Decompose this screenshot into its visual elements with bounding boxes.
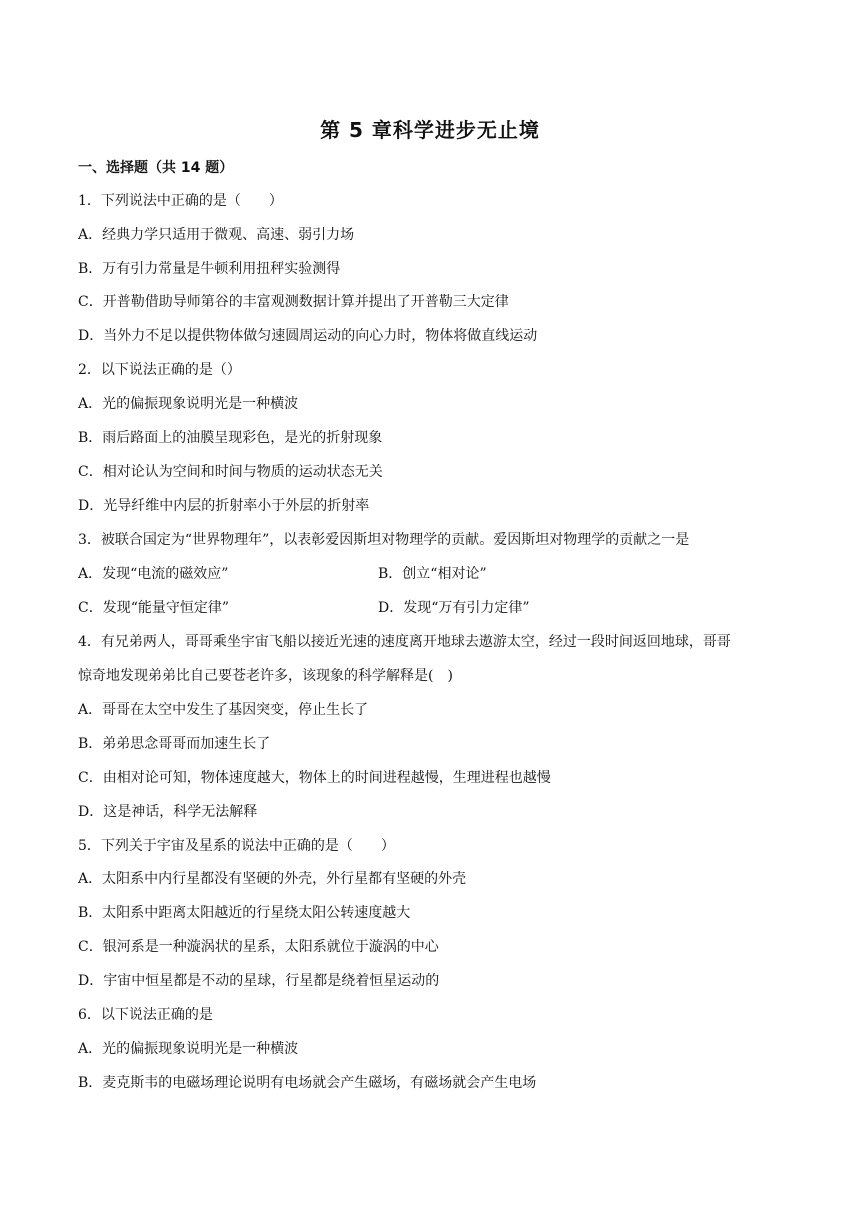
question-1-option-d: D．当外力不足以提供物体做匀速圆周运动的向心力时，物体将做直线运动 <box>78 328 538 344</box>
question-6-stem: 6．以下说法正确的是 <box>78 1007 213 1023</box>
question-2-stem: 2．以下说法正确的是（） <box>78 362 241 378</box>
question-4-option-a: A．哥哥在太空中发生了基因突变，停止生长了 <box>78 702 369 718</box>
question-4-option-d: D．这是神话，科学无法解释 <box>78 804 258 820</box>
question-3-stem: 3．被联合国定为“世界物理年”，以表彰爱因斯坦对物理学的贡献。爱因斯坦对物理学的贡献之一是 <box>78 532 690 548</box>
question-1-stem: 1．下列说法中正确的是（ ） <box>78 193 283 209</box>
question-5-option-d: D．宇宙中恒星都是不动的星球，行星都是绕着恒星运动的 <box>78 973 440 989</box>
question-2-option-d: D．光导纤维中内层的折射率小于外层的折射率 <box>78 498 370 514</box>
question-3-option-a: A．发现“电流的磁效应” <box>78 566 229 582</box>
question-2-option-b: B．雨后路面上的油膜呈现彩色，是光的折射现象 <box>78 430 383 446</box>
question-5-stem: 5．下列关于宇宙及星系的说法中正确的是（ ） <box>78 838 395 854</box>
question-5-option-a: A．太阳系中内行星都没有坚硬的外壳，外行星都有坚硬的外壳 <box>78 871 467 887</box>
question-1-option-c: C．开普勒借助导师第谷的丰富观测数据计算并提出了开普勒三大定律 <box>78 294 509 310</box>
section-heading: 一、选择题（共 14 题） <box>78 160 234 176</box>
question-6-option-b: B．麦克斯韦的电磁场理论说明有电场就会产生磁场，有磁场就会产生电场 <box>78 1075 537 1091</box>
question-5-option-c: C．银河系是一种漩涡状的星系，太阳系就位于漩涡的中心 <box>78 939 439 955</box>
question-4-option-b: B．弟弟思念哥哥而加速生长了 <box>78 736 271 752</box>
document-title: 第 5 章科学进步无止境 <box>320 118 540 142</box>
question-3-option-d: D．发现“万有引力定律” <box>378 600 530 616</box>
question-4-stem-line-2: 惊奇地发现弟弟比自己要苍老许多，该现象的科学解释是( ) <box>78 668 453 684</box>
question-4-stem-line-1: 4．有兄弟两人，哥哥乘坐宇宙飞船以接近光速的速度离开地球去遨游太空，经过一段时间返回地球，哥哥 <box>78 634 731 650</box>
question-6-option-a: A．光的偏振现象说明光是一种横波 <box>78 1041 299 1057</box>
question-4-option-c: C．由相对论可知，物体速度越大，物体上的时间进程越慢，生理进程也越慢 <box>78 770 551 786</box>
question-1-option-b: B．万有引力常量是牛顿利用扭秤实验测得 <box>78 261 341 277</box>
question-3-option-c: C．发现“能量守恒定律” <box>78 600 230 616</box>
question-1-option-a: A．经典力学只适用于微观、高速、弱引力场 <box>78 227 355 243</box>
question-3-option-b: B．创立“相对论” <box>378 566 487 582</box>
question-5-option-b: B．太阳系中距离太阳越近的行星绕太阳公转速度越大 <box>78 905 411 921</box>
question-2-option-a: A．光的偏振现象说明光是一种横波 <box>78 396 299 412</box>
question-2-option-c: C．相对论认为空间和时间与物质的运动状态无关 <box>78 464 383 480</box>
